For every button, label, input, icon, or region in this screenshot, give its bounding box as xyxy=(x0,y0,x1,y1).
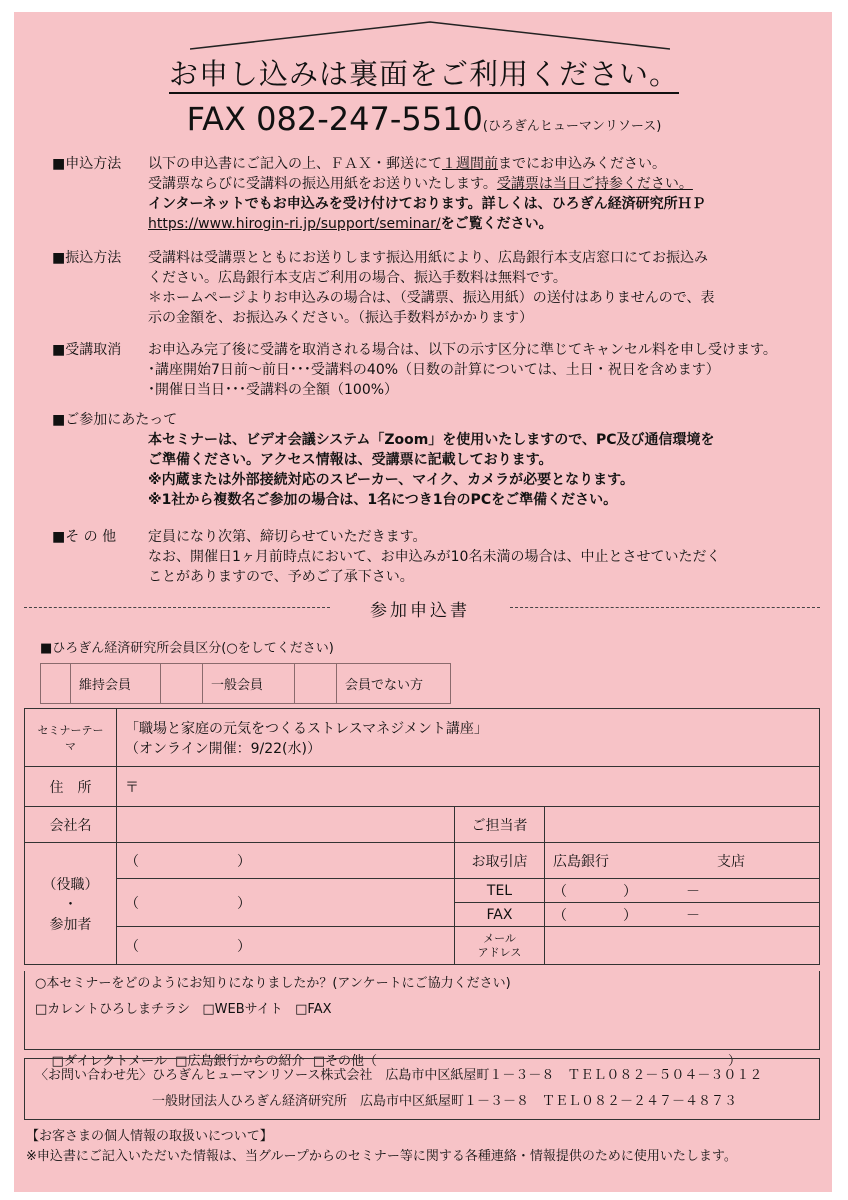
bank-label: お取引店 xyxy=(455,843,545,879)
payment-line-1: 受講料は受講票とともにお送りします振込用紙により、広島銀行本支店窓口にてお振込み xyxy=(148,250,708,266)
method-line-2: 受講票ならびに受講料の振込用紙をお送りいたします。受講票は当日ご持参ください。 xyxy=(148,176,693,192)
member-check-1[interactable] xyxy=(41,664,71,704)
join-line-3: ※内蔵または外部接続対応のスピーカー、マイク、カメラが必要となります。 xyxy=(148,472,634,488)
privacy-text: ※申込書にご記入いただいた情報は、当グループからのセミナー等に関する各種連絡・情報提供のために使用いたします。 xyxy=(26,1149,737,1164)
member-option-nonmember: 会員でない方 xyxy=(337,664,451,704)
membership-heading: ■ひろぎん経済研究所会員区分(○をしてください) xyxy=(40,641,334,656)
member-option-maintain: 維持会員 xyxy=(71,664,161,704)
survey-option-dm[interactable]: □ダイレクトメール xyxy=(51,1054,167,1069)
membership-table xyxy=(40,663,451,704)
contact-line-1: 〈お問い合わせ先〉ひろぎんヒューマンリソース株式会社 広島市中区紙屋町１－３－８ ＴＥＬ０８２－５０４－３０１２ xyxy=(35,1068,763,1083)
survey-options-row-1 xyxy=(35,997,819,1023)
section-label: ■ご参加にあたって xyxy=(52,412,178,428)
payment-line-4: 示の金額を、お振込みください。（振込手数料がかかります） xyxy=(148,310,533,326)
divider-right xyxy=(510,607,820,608)
fax-field[interactable]: （ ） － xyxy=(545,903,820,927)
contact-box xyxy=(24,1058,820,1120)
survey-option-web[interactable]: □WEBサイト xyxy=(202,1002,283,1017)
method-line-3: インターネットでもお申込みを受け付けております。詳しくは、ひろぎん経済研究所ＨＰ xyxy=(148,196,706,212)
method-line-1: 以下の申込書にご記入の上、ＦＡＸ・郵送にて１週間前までにお申込みください。 xyxy=(148,156,666,172)
join-line-4: ※1社から複数名ご参加の場合は、1名につき1台のPCをご準備ください。 xyxy=(148,492,618,508)
privacy-notice xyxy=(26,1127,737,1167)
payment-line-2: ください。広島銀行本支店ご利用の場合、振込手数料は無料です。 xyxy=(148,270,567,286)
join-line-2: ご準備ください。アクセス情報は、受講票に記載しております。 xyxy=(148,452,553,468)
survey-question: ○本セミナーをどのようにお知りになりましたか？(アンケートにご協力ください) xyxy=(35,976,511,991)
member-check-3[interactable] xyxy=(295,664,337,704)
method-line-4: https://www.hirogin-ri.jp/support/seminar/をご覧ください。 xyxy=(148,216,553,232)
other-line-2: なお、開催日1ヶ月前時点において、お申込みが10名未満の場合は、中止とさせていただく xyxy=(148,549,721,565)
tel-field[interactable]: （ ） － xyxy=(545,879,820,903)
section-label: ■申込方法 xyxy=(52,156,122,172)
contact-person-field[interactable] xyxy=(545,807,820,843)
email-field[interactable] xyxy=(545,927,820,965)
fax-recipient: (ひろぎんヒューマンリソース) xyxy=(482,119,662,134)
member-check-2[interactable] xyxy=(161,664,203,704)
survey-option-other[interactable]: □その他（ ） xyxy=(312,1054,742,1069)
section-label: ■そ の 他 xyxy=(52,529,117,545)
page-title: お申し込みは裏面をご利用ください。 xyxy=(0,52,848,93)
seminar-theme-value: 「職場と家庭の元気をつくるストレスマネジメント講座」 （オンライン開催：9/22(水)） xyxy=(117,709,820,767)
cancel-line-1: お申込み完了後に受講を取消される場合は、以下の示す区分に準じてキャンセル料を申し受けます。 xyxy=(148,342,777,358)
application-form-table xyxy=(24,708,820,965)
section-label: ■振込方法 xyxy=(52,250,122,266)
contact-line-2: 一般財団法人ひろぎん経済研究所 広島市中区紙屋町１－３－８ ＴＥＬ０８２－２４７－４８７３ xyxy=(35,1094,738,1109)
fax-line xyxy=(0,100,848,138)
survey-option-flyer[interactable]: □カレントひろしまチラシ xyxy=(35,1002,190,1017)
website-link[interactable]: https://www.hirogin-ri.jp/support/seminar/ xyxy=(148,216,441,232)
participant-row-1[interactable]: （ ） xyxy=(117,843,455,879)
survey-option-bank[interactable]: □広島銀行からの紹介 xyxy=(175,1054,305,1069)
participant-row-2[interactable]: （ ） xyxy=(117,879,455,927)
contact-person-label: ご担当者 xyxy=(455,807,545,843)
section-label: ■受講取消 xyxy=(52,342,122,358)
cancel-line-2: ･講座開始7日前～前日･･･受講料の40%（日数の計算については、土日・祝日を含めます） xyxy=(148,362,720,378)
address-field[interactable]: 〒 xyxy=(117,767,820,807)
tel-label: TEL xyxy=(455,879,545,903)
email-label: メール アドレス xyxy=(455,927,545,965)
participant-label: （役職） ・ 参加者 xyxy=(25,843,117,965)
participant-row-3[interactable]: （ ） xyxy=(117,927,455,965)
roof-line-decoration xyxy=(190,20,670,50)
seminar-theme-label: セミナーテーマ xyxy=(25,709,117,767)
bank-field[interactable]: 広島銀行 支店 xyxy=(545,843,820,879)
member-option-general: 一般会員 xyxy=(203,664,295,704)
divider-left xyxy=(24,607,330,608)
fax-label: FAX xyxy=(455,903,545,927)
survey-box xyxy=(24,971,820,1069)
fax-number: FAX 082-247-5510 xyxy=(186,100,483,138)
payment-line-3: ＊ホームページよりお申込みの場合は、（受講票、振込用紙）の送付はありませんので、表 xyxy=(148,290,715,306)
other-line-3: ことがありますので、予めご了承下さい。 xyxy=(148,569,414,585)
survey-option-fax[interactable]: □FAX xyxy=(295,1002,332,1017)
company-field[interactable] xyxy=(117,807,455,843)
cancel-line-3: ･開催日当日･･･受講料の全額（100%） xyxy=(148,382,399,398)
other-line-1: 定員になり次第、締切らせていただきます。 xyxy=(148,529,427,545)
company-label: 会社名 xyxy=(25,807,117,843)
join-line-1: 本セミナーは、ビデオ会議システム「Zoom」を使用いたしますので、PC及び通信環境を xyxy=(148,432,715,448)
application-form-title: 参加申込書 xyxy=(370,601,470,621)
privacy-heading: 【お客さまの個人情報の取扱いについて】 xyxy=(26,1129,273,1144)
address-label: 住 所 xyxy=(25,767,117,807)
